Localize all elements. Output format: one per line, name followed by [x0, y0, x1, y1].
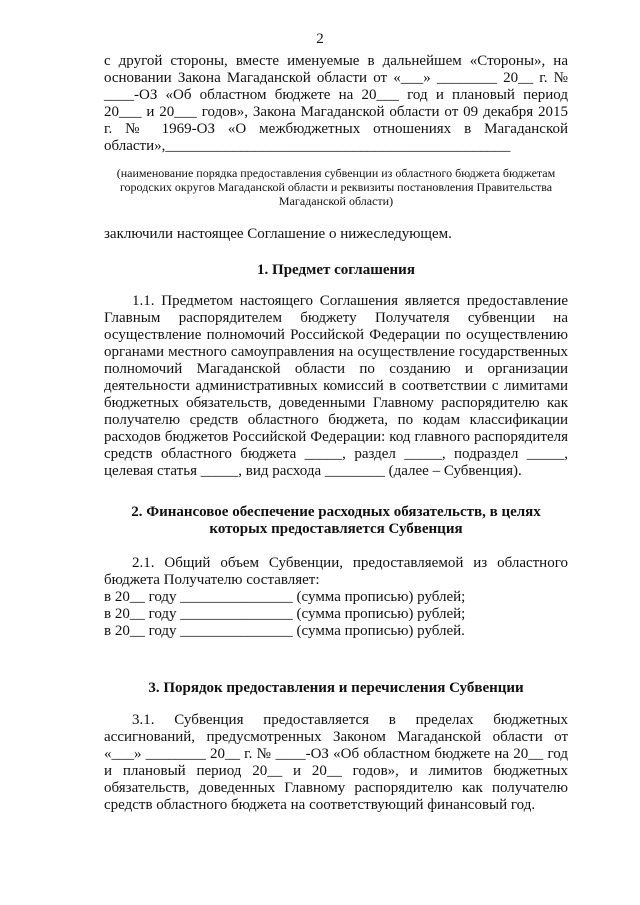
- amount-line-2: в 20__ году _______________ (сумма прописью) рублей;: [104, 606, 466, 622]
- section-1-body: [104, 293, 568, 480]
- page-number: 2: [316, 31, 324, 47]
- conclusion-block: [104, 226, 568, 243]
- section-1-paragraph: 1.1. Предметом настоящего Соглашения является предоставление Главным распорядителем бюджету Получателя субвенции на осуществление полномочий Российской Федерации по осуществлению органами местного самоуправления на осуществление государственных полномочий Магаданской области по созданию и организации деятельности административных комиссий в соответствии с лимитами бюджетных обязательств, доведенными Главному распорядителю как получателю средств областного бюджета, по кодам классификации расходов бюджетов Российской Федерации: код главного распорядителя средств областного бюджета _____, раздел _____, подраздел _____, целевая статья _____, вид расхода ________ (далее – Субвенция).: [104, 293, 568, 479]
- section-2-title-line-1: 2. Финансовое обеспечение расходных обязательств, в целях: [131, 504, 541, 520]
- section-2-body: [104, 555, 568, 640]
- section-2-title-line-2: которых предоставляется Субвенция: [209, 521, 463, 537]
- amount-line-3: в 20__ году _______________ (сумма прописью) рублей.: [104, 623, 465, 639]
- intro-paragraph: с другой стороны, вместе именуемые в дальнейшем «Стороны», на основании Закона Магаданской области от «___» ________ 20__ г. № ____-ОЗ «Об областном бюджете на 20___ год и плановый период 20___ и 20___ годов», Закона Магаданской области от 09 декабря 2015 г. № 1969-ОЗ «О межбюджетных отношениях в Магаданской области»,______________________________________________: [104, 53, 568, 154]
- section-2-title: [104, 504, 568, 538]
- section-3-paragraph: 3.1. Субвенция предоставляется в пределах бюджетных ассигнований, предусмотренных Законом Магаданской области от «___» ________ 20__ г. № ____-ОЗ «Об областном бюджете на 20__ год и плановый период 20__ и 20__ годов», и лимитов бюджетных обязательств, доведенных Главному распорядителю как получателю средств областного бюджета на соответствующий финансовый год.: [104, 712, 568, 813]
- intro-note: (наименование порядка предоставления субвенции из областного бюджета бюджетам городских округов Магаданской области и реквизиты постановления Правительства Магаданской области): [116, 166, 556, 208]
- section-2-paragraph: 2.1. Общий объем Субвенции, предоставляемой из областного бюджета Получателю составляет:: [104, 555, 568, 588]
- section-3-title: 3. Порядок предоставления и перечисления Субвенции: [148, 680, 524, 696]
- section-1-title: 1. Предмет соглашения: [257, 262, 415, 278]
- intro-block: [104, 53, 568, 155]
- intro-conclusion: заключили настоящее Соглашение о нижеследующем.: [104, 226, 452, 242]
- amount-line-1: в 20__ году _______________ (сумма прописью) рублей;: [104, 589, 466, 605]
- section-3-body: [104, 712, 568, 814]
